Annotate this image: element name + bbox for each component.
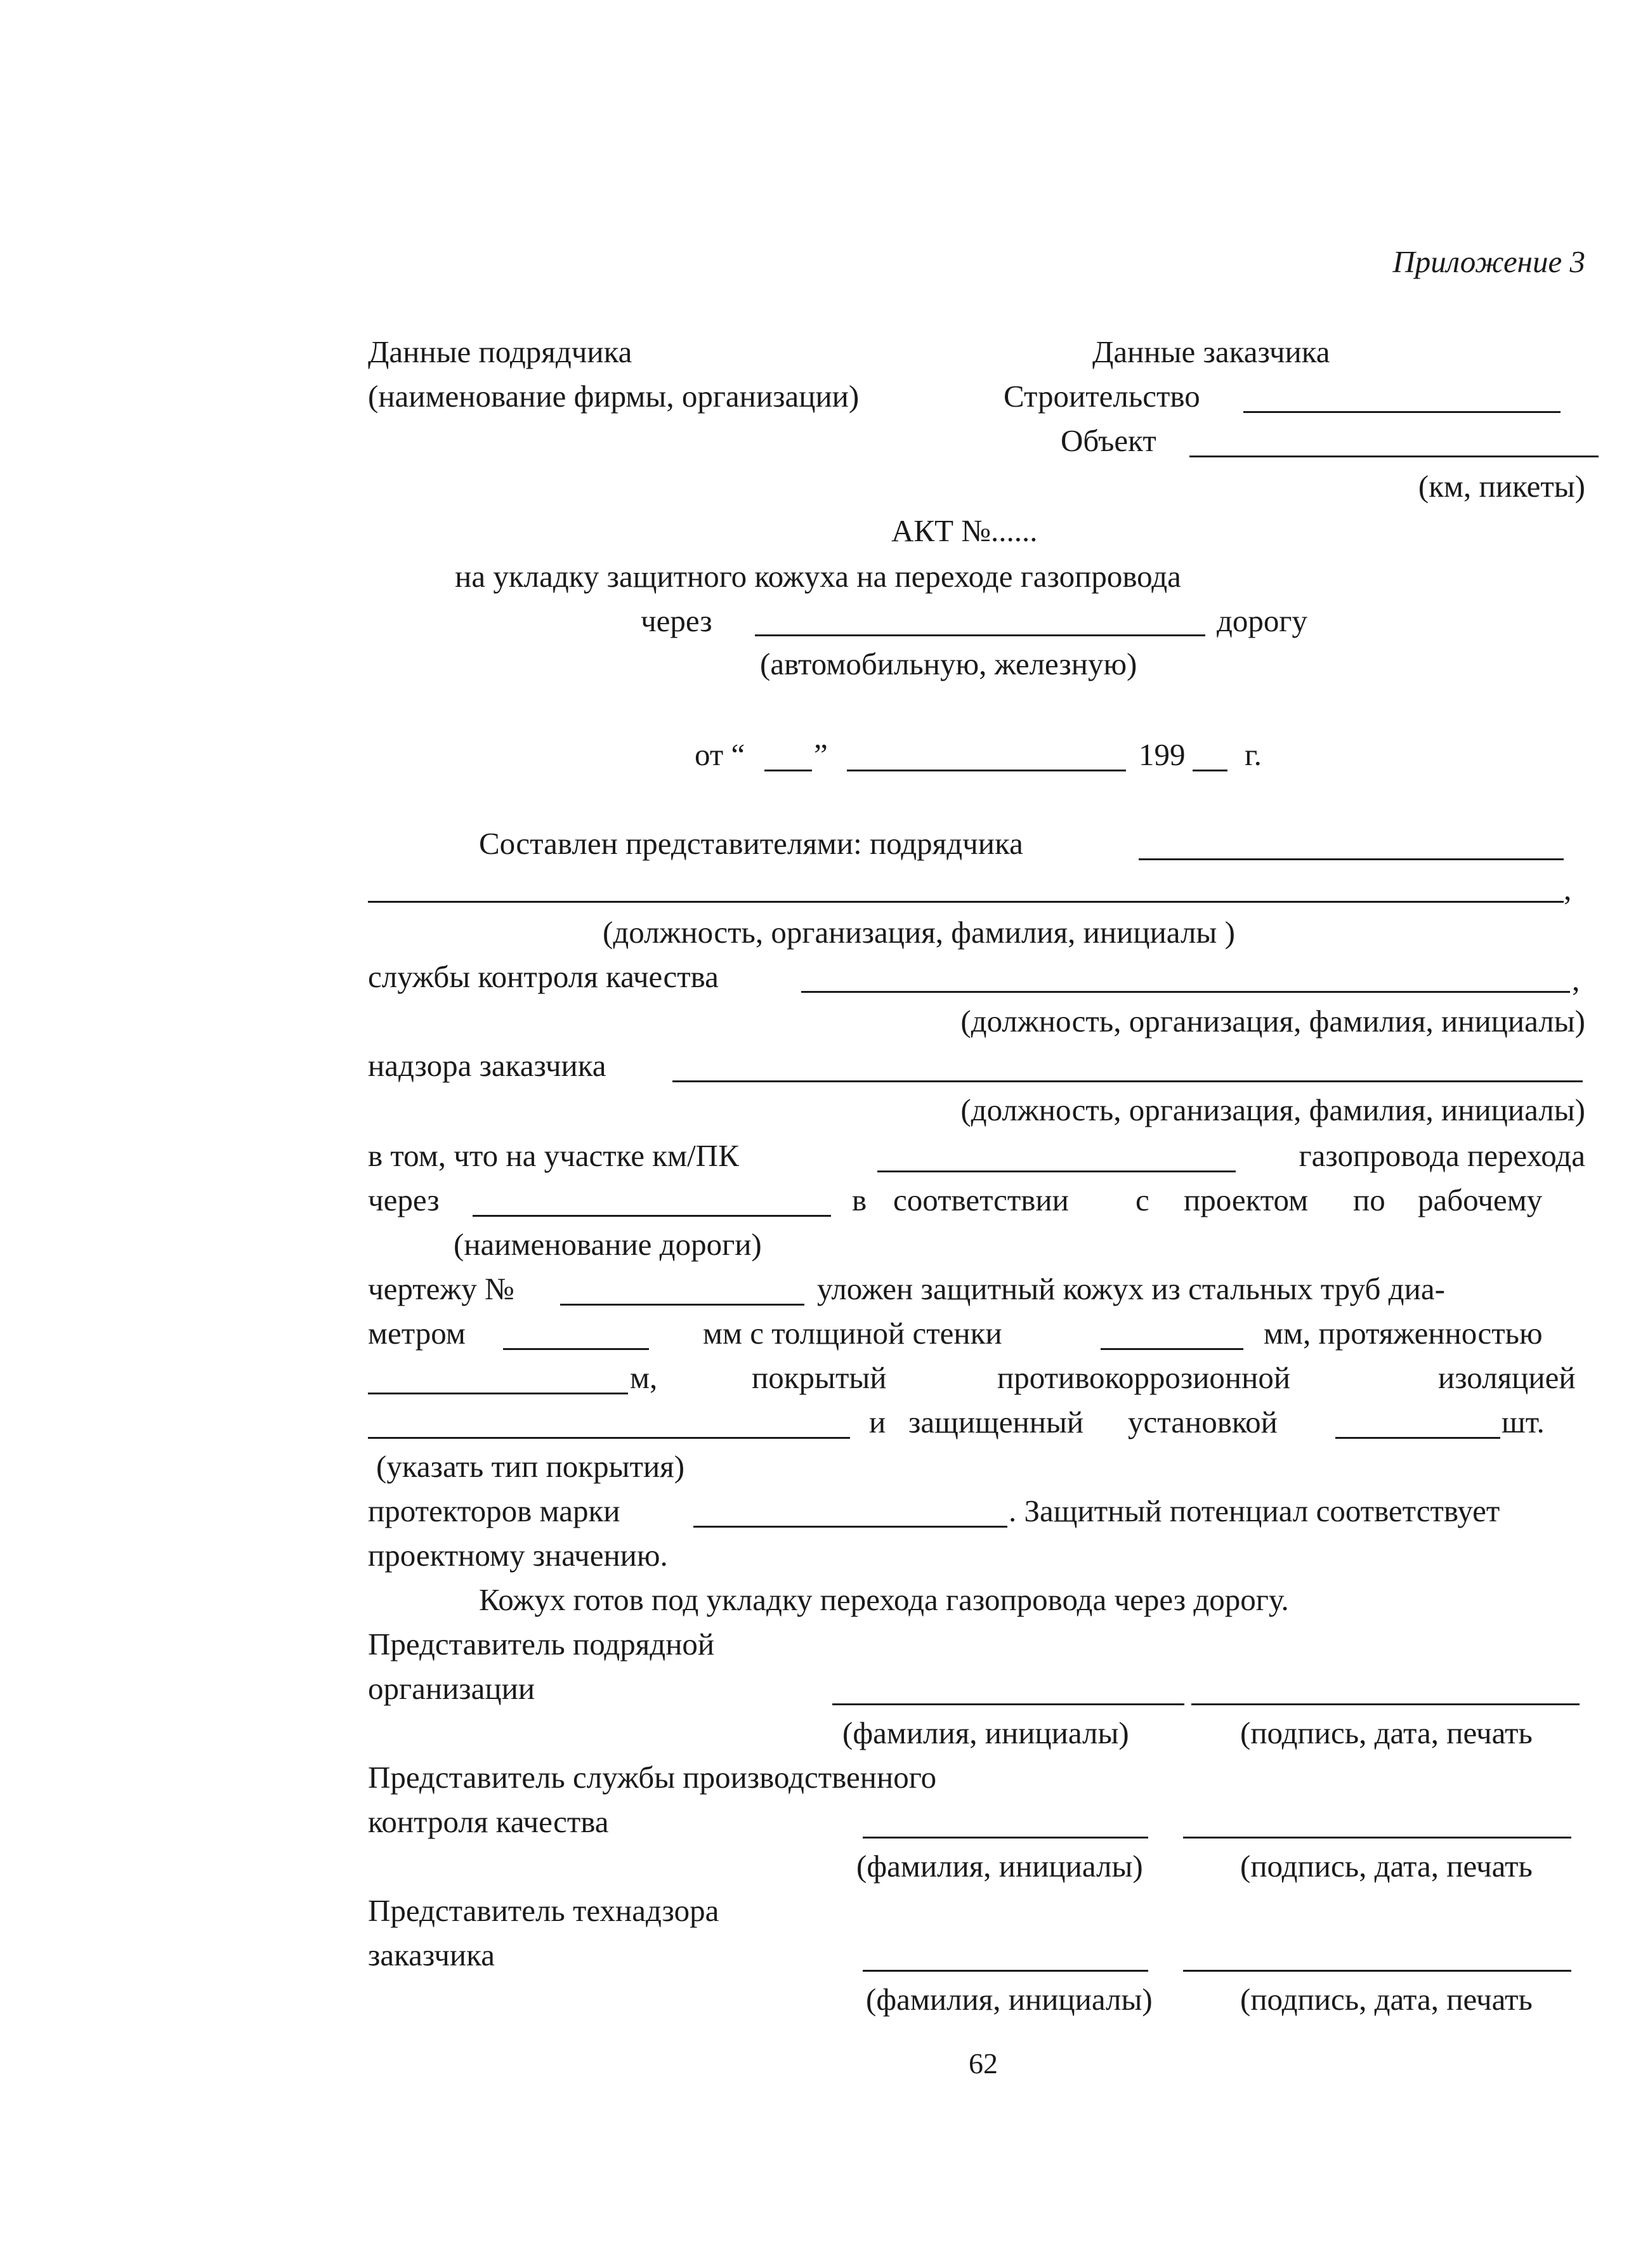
supervision-field[interactable] [672, 1080, 1583, 1082]
body-l5-b: покрытый [752, 1360, 887, 1395]
diameter-field[interactable] [503, 1348, 649, 1350]
body-l2-e: проектом [1184, 1183, 1309, 1217]
note-2: (должность, организация, фамилия, инициалы) [960, 1004, 1585, 1039]
body-l1-b: газопровода перехода [1299, 1138, 1585, 1173]
object-label: Объект [1061, 423, 1156, 458]
sig3-line2: заказчика [368, 1937, 495, 1972]
protector-brand-field[interactable] [693, 1526, 1007, 1528]
road-name-field[interactable] [473, 1215, 831, 1217]
body-l4-a: метром [368, 1316, 466, 1351]
body-l6-a: и [869, 1405, 886, 1439]
sig3-name-field[interactable] [863, 1970, 1148, 1972]
body-l6-b: защищенный [908, 1405, 1084, 1439]
road-name-note: (наименование дороги) [454, 1227, 762, 1262]
act-subject: на укладку защитного кожуха на переходе газопровода [455, 559, 1181, 594]
day-field[interactable] [764, 770, 812, 771]
construction-field[interactable] [1243, 411, 1561, 413]
sig2-line2: контроля качества [368, 1804, 609, 1839]
body-l5-a: м, [630, 1360, 658, 1395]
sig1-sign-field[interactable] [1191, 1703, 1580, 1705]
coating-type-field[interactable] [368, 1437, 850, 1439]
supervision-label: надзора заказчика [368, 1048, 606, 1083]
sig3-name-note: (фамилия, инициалы) [866, 1982, 1153, 2017]
body-l5-d: изоляцией [1438, 1360, 1576, 1395]
composed-intro: Составлен представителями: подрядчика [479, 826, 1023, 861]
comma-2: , [1572, 962, 1580, 997]
contractor-title: Данные подрядчика [368, 334, 632, 369]
through-suffix: дорогу [1217, 603, 1308, 638]
road-type-note: (автомобильную, железную) [760, 646, 1137, 681]
km-note: (км, пикеты) [1418, 469, 1585, 504]
note-3: (должность, организация, фамилия, инициалы) [960, 1092, 1585, 1127]
body-l3-a: чертежу № [368, 1271, 514, 1306]
conclusion: Кожух готов под укладку перехода газопровода через дорогу. [479, 1582, 1289, 1617]
comma-1: , [1564, 872, 1572, 907]
body-l8: проектному значению. [368, 1538, 668, 1573]
appendix-label: Приложение 3 [1392, 244, 1585, 279]
construction-label: Строительство [1004, 379, 1200, 414]
km-pk-field[interactable] [877, 1170, 1236, 1172]
body-l6-d: шт. [1502, 1405, 1545, 1439]
body-l3-b: уложен защитный кожух из стальных труб диа- [817, 1271, 1445, 1306]
body-l2-c: соответствии [893, 1183, 1069, 1217]
body-l7-b: . Защитный потенциал соответствует [1009, 1493, 1500, 1528]
coating-note: (указать тип покрытия) [376, 1449, 685, 1484]
sig2-sign-note: (подпись, дата, печать [1240, 1849, 1533, 1884]
sig2-name-note: (фамилия, инициалы) [856, 1849, 1143, 1884]
body-l2-d: с [1135, 1183, 1149, 1217]
sig2-line1: Представитель службы производственного [368, 1760, 937, 1795]
sig1-name-note: (фамилия, инициалы) [842, 1715, 1129, 1750]
note-1: (должность, организация, фамилия, инициалы ) [603, 915, 1235, 950]
length-field[interactable] [368, 1393, 628, 1394]
customer-title: Данные заказчика [1092, 334, 1330, 369]
body-l4-c: мм, протяженностью [1264, 1316, 1543, 1351]
date-from: от “ [695, 737, 745, 772]
quality-field[interactable] [801, 991, 1570, 993]
sig1-line1: Представитель подрядной [368, 1627, 715, 1662]
body-l2-b: в [852, 1183, 867, 1217]
object-field[interactable] [1189, 456, 1599, 457]
wall-thickness-field[interactable] [1101, 1348, 1243, 1350]
contractor-rep-field-2[interactable] [368, 901, 1564, 903]
page-number: 62 [969, 2047, 998, 2080]
body-l4-b: мм с толщиной стенки [703, 1316, 1002, 1351]
sig2-sign-field[interactable] [1183, 1837, 1571, 1839]
body-l2-a: через [368, 1183, 440, 1217]
installation-count-field[interactable] [1335, 1437, 1500, 1439]
road-field[interactable] [755, 634, 1205, 636]
sig1-line2: организации [368, 1671, 535, 1706]
year-field[interactable] [1193, 770, 1227, 771]
sig1-name-field[interactable] [832, 1703, 1184, 1705]
date-mid: ” [814, 737, 828, 772]
year-suffix: г. [1245, 737, 1262, 772]
quality-label: службы контроля качества [368, 959, 719, 994]
contractor-subtitle: (наименование фирмы, организации) [368, 379, 860, 414]
sig3-line1: Представитель технадзора [368, 1893, 719, 1928]
sig3-sign-note: (подпись, дата, печать [1240, 1982, 1533, 2017]
body-l5-c: противокоррозионной [997, 1360, 1291, 1395]
drawing-number-field[interactable] [560, 1304, 804, 1306]
body-l2-g: рабочему [1418, 1183, 1543, 1217]
year: 199 [1139, 737, 1186, 772]
body-l7-a: протекторов марки [368, 1493, 620, 1528]
body-l6-c: установкой [1128, 1405, 1278, 1439]
body-l2-f: по [1353, 1183, 1385, 1217]
through-prefix: через [641, 603, 712, 638]
sig2-name-field[interactable] [863, 1837, 1148, 1839]
sig1-sign-note: (подпись, дата, печать [1240, 1715, 1533, 1750]
body-l1-a: в том, что на участке км/ПК [368, 1138, 739, 1173]
sig3-sign-field[interactable] [1183, 1970, 1571, 1972]
month-field[interactable] [847, 770, 1126, 771]
contractor-rep-field[interactable] [1139, 858, 1564, 860]
act-heading: АКТ №...... [891, 513, 1038, 548]
